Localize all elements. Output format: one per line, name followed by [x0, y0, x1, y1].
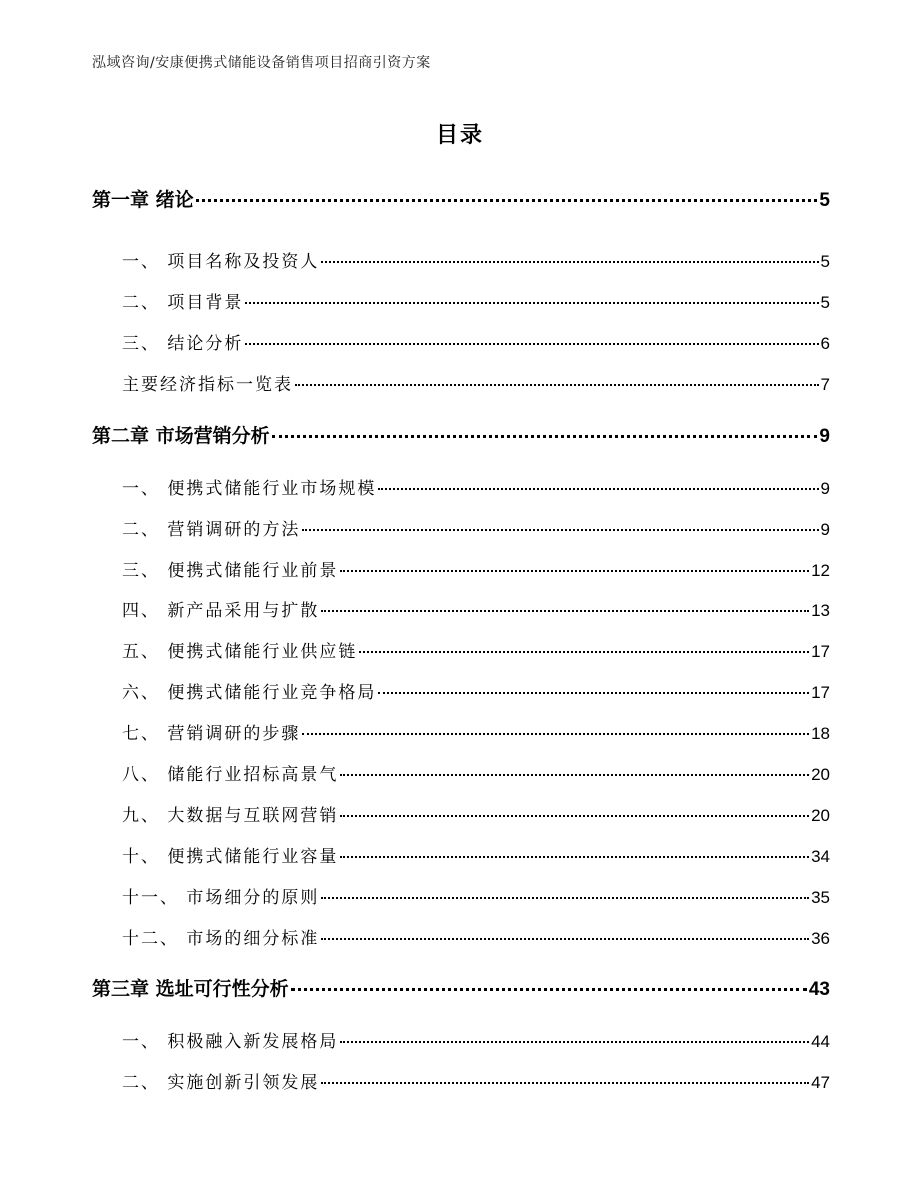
toc-entry-label: 主要经济指标一览表 [122, 375, 293, 395]
toc-page-number: 12 [811, 561, 830, 580]
toc-entry-label: 七、 营销调研的步骤 [122, 724, 301, 744]
dot-leader [245, 302, 818, 304]
toc-section-entry[interactable] [92, 801, 830, 826]
dot-leader [340, 774, 809, 776]
toc-page-number: 9 [820, 520, 830, 539]
toc-entry-label: 一、 项目名称及投资人 [122, 252, 320, 272]
toc-page-number: 17 [811, 683, 830, 702]
toc-section-entry[interactable] [92, 1068, 830, 1093]
dot-leader [340, 570, 809, 572]
dot-leader [321, 897, 809, 899]
toc-entry-label: 九、 大数据与互联网营销 [122, 806, 339, 826]
toc-section-entry[interactable] [92, 247, 830, 272]
toc-section-entry[interactable] [92, 883, 830, 908]
toc-entry-label: 一、 积极融入新发展格局 [122, 1032, 339, 1052]
dot-leader [378, 488, 818, 490]
dot-leader [321, 938, 809, 940]
dot-leader [245, 343, 818, 345]
toc-page-number: 18 [811, 724, 830, 743]
dot-leader [302, 733, 809, 735]
dot-leader [340, 1041, 809, 1043]
toc-entry-label: 十二、 市场的细分标准 [122, 929, 320, 949]
toc-section-entry[interactable] [92, 288, 830, 313]
toc-entry-label: 一、 便携式储能行业市场规模 [122, 479, 377, 499]
toc-entry-label: 六、 便携式储能行业竞争格局 [122, 683, 377, 703]
toc-section-entry[interactable] [92, 515, 830, 540]
toc-chapter-entry[interactable] [92, 421, 830, 448]
toc-entry-label: 二、 项目背景 [122, 293, 244, 313]
toc-entry-label: 三、 结论分析 [122, 334, 244, 354]
dot-leader [321, 1082, 809, 1084]
toc-entry-label: 第一章 绪论 [92, 189, 194, 211]
toc-section-entry[interactable] [92, 474, 830, 499]
toc-section-entry[interactable] [92, 924, 830, 949]
dot-leader [196, 199, 818, 202]
running-header: 泓域咨询/安康便携式储能设备销售项目招商引资方案 [92, 55, 431, 71]
dot-leader [291, 988, 807, 991]
toc-chapter-entry[interactable] [92, 185, 830, 212]
toc-section-entry[interactable] [92, 556, 830, 581]
toc-section-entry[interactable] [92, 1027, 830, 1052]
toc-section-entry[interactable] [92, 596, 830, 621]
toc-page-number: 7 [820, 375, 830, 394]
toc-page-number: 17 [811, 642, 830, 661]
toc-page-number: 47 [811, 1073, 830, 1092]
toc-section-entry[interactable] [92, 719, 830, 744]
toc-page-number: 36 [811, 929, 830, 948]
toc-page-number: 20 [811, 765, 830, 784]
toc-page-number: 6 [820, 334, 830, 353]
dot-leader [321, 610, 809, 612]
toc-entry-label: 四、 新产品采用与扩散 [122, 601, 320, 621]
dot-leader [295, 384, 819, 386]
toc-page-number: 20 [811, 806, 830, 825]
dot-leader [340, 815, 809, 817]
dot-leader [340, 856, 809, 858]
toc-page-number: 5 [820, 293, 830, 312]
toc-page-number: 43 [808, 979, 830, 1000]
dot-leader [321, 261, 818, 263]
toc-page-number: 44 [811, 1032, 830, 1051]
toc-page-number: 5 [820, 252, 830, 271]
toc-entry-label: 八、 储能行业招标高景气 [122, 765, 339, 785]
toc-page-number: 9 [819, 426, 830, 447]
toc-chapter-entry[interactable] [92, 974, 830, 1001]
dot-leader [272, 435, 818, 438]
toc-section-entry[interactable] [92, 842, 830, 867]
toc-entry-label: 二、 实施创新引领发展 [122, 1073, 320, 1093]
toc-entry-label: 十一、 市场细分的原则 [122, 888, 320, 908]
toc-section-entry[interactable] [92, 637, 830, 662]
toc-entry-label: 五、 便携式储能行业供应链 [122, 642, 358, 662]
toc-section-entry[interactable] [92, 329, 830, 354]
toc-page-number: 13 [811, 601, 830, 620]
toc-page-number: 35 [811, 888, 830, 907]
toc-entry-label: 二、 营销调研的方法 [122, 520, 301, 540]
toc-section-entry[interactable] [92, 678, 830, 703]
toc-entry-label: 第三章 选址可行性分析 [92, 978, 289, 1000]
dot-leader [378, 692, 809, 694]
toc-entry-label: 三、 便携式储能行业前景 [122, 561, 339, 581]
toc-section-entry[interactable] [92, 760, 830, 785]
dot-leader [359, 651, 809, 653]
toc-entry-label: 十、 便携式储能行业容量 [122, 847, 339, 867]
toc-page-number: 5 [819, 190, 830, 211]
toc-section-entry[interactable] [92, 370, 830, 395]
dot-leader [302, 529, 818, 531]
toc-entry-label: 第二章 市场营销分析 [92, 425, 270, 447]
toc-title: 目录 [435, 123, 484, 148]
toc-page-number: 34 [811, 847, 830, 866]
toc-page-number: 9 [820, 479, 830, 498]
